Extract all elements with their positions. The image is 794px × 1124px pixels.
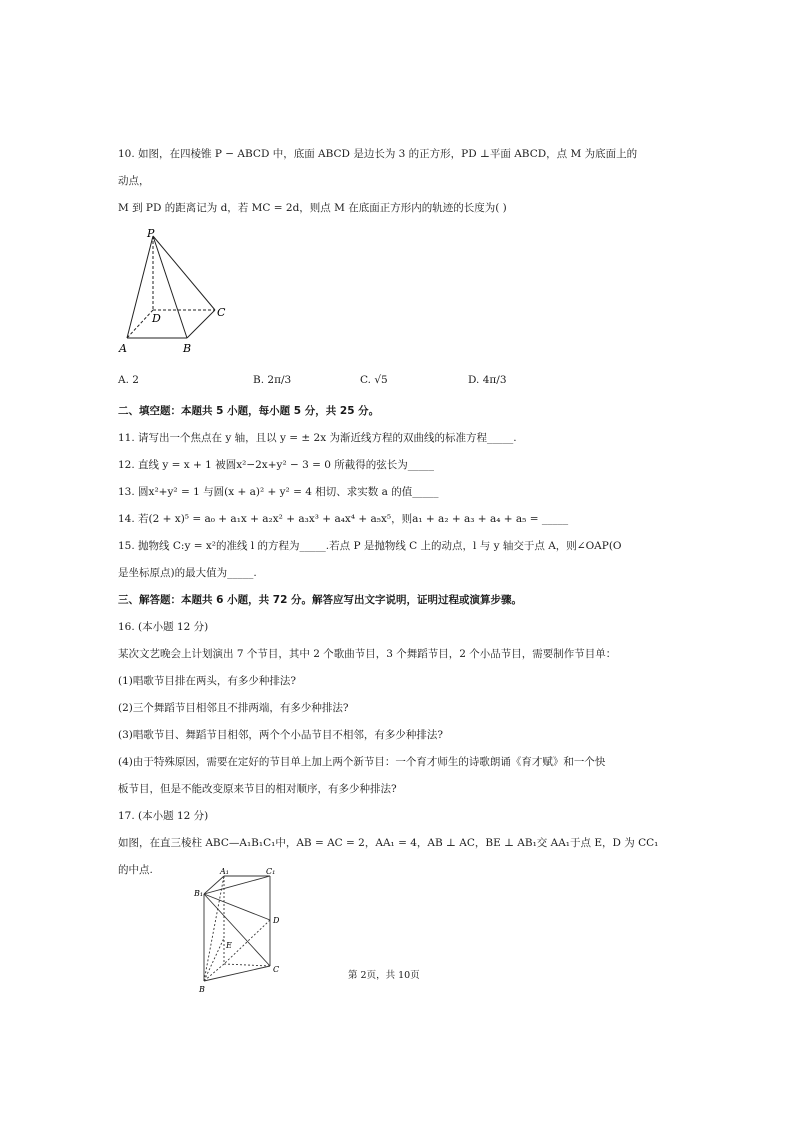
q11: 11. 请写出一个焦点在 y 轴，且以 y = ± 2x 为渐近线方程的双曲线的标准方程_____.	[118, 432, 517, 444]
option-c: C. √5	[360, 374, 388, 386]
label-E: E	[226, 941, 232, 950]
q16-stem: 某次文艺晚会上计划演出 7 个节目，其中 2 个歌曲节目，3 个舞蹈节目，2 个小品节目，需要制作节目单：	[118, 648, 617, 660]
pyramid-figure	[115, 226, 235, 356]
label-B1: B₁	[194, 889, 204, 898]
option-a: A. 2	[118, 374, 139, 386]
section2-heading: 二、填空题：本题共 5 小题，每小题 5 分，共 25 分。	[118, 405, 380, 417]
option-d: D. 4π/3	[468, 374, 507, 386]
q15-line2: 是坐标原点)的最大值为_____.	[118, 567, 257, 579]
label-A1: A₁	[220, 867, 229, 876]
label-C1: C₁	[266, 867, 276, 876]
q17-line2: 的中点.	[118, 864, 153, 876]
q16-header: 16. (本小题 12 分)	[118, 621, 209, 633]
q17-header: 17. (本小题 12 分)	[118, 810, 209, 822]
label-B: B	[183, 342, 192, 355]
section3-heading: 三、解答题：本题共 6 小题，共 72 分。解答应写出文字说明，证明过程或演算步骤。	[118, 594, 523, 606]
q10-line2: 动点，	[118, 175, 150, 187]
q10-line3: M 到 PD 的距离记为 d，若 MC = 2d，则点 M 在底面正方形内的轨迹的长度为( )	[118, 202, 507, 214]
q16-part2: (2)三个舞蹈节目相邻且不排两端，有多少种排法?	[118, 702, 349, 714]
q15-line1: 15. 抛物线 C:y = x²的准线 l 的方程为_____.若点 P 是抛物线 C 上的动点，l 与 y 轴交于点 A，则∠OAP(O	[118, 540, 622, 552]
label-D: D	[152, 312, 161, 325]
prism-figure	[190, 866, 300, 996]
option-b: B. 2π/3	[253, 374, 292, 386]
q17-line1: 如图，在直三棱柱 ABC—A₁B₁C₁中，AB = AC = 2，AA₁ = 4，AB ⊥ AC，BE ⊥ AB₁交 AA₁于点 E，D 为 CC₁	[118, 837, 659, 849]
q16-part4-line2: 板节目，但是不能改变原来节目的相对顺序，有多少种排法?	[118, 783, 397, 795]
q13: 13. 圆x²+y² = 1 与圆(x + a)² + y² = 4 相切、求实数 a 的值_____	[118, 486, 439, 498]
q10-line1: 10. 如图，在四棱锥 P − ABCD 中，底面 ABCD 是边长为 3 的正方形，PD ⊥平面 ABCD，点 M 为底面上的	[118, 148, 638, 160]
label-C2: C	[273, 965, 280, 974]
page-footer: 第 2页，共 10页	[348, 970, 420, 981]
label-C: C	[217, 306, 226, 319]
q16-part1: (1)唱歌节目排在两头，有多少种排法?	[118, 675, 297, 687]
q16-part3: (3)唱歌节目、舞蹈节目相邻，两个个小品节目不相邻，有多少种排法?	[118, 729, 444, 741]
q16-part4-line1: (4)由于特殊原因，需要在定好的节目单上加上两个新节目：一个育才师生的诗歌朗诵《育才赋》和一个快	[118, 756, 606, 768]
label-D2: D	[273, 916, 280, 925]
label-B2: B	[199, 985, 205, 994]
label-A: A	[119, 342, 127, 355]
label-P: P	[147, 227, 155, 240]
q12: 12. 直线 y = x + 1 被圆x²−2x+y² − 3 = 0 所截得的弦长为_____	[118, 459, 435, 471]
q14: 14. 若(2 + x)⁵ = a₀ + a₁x + a₂x² + a₃x³ + a₄x⁴ + a₅x⁵，则a₁ + a₂ + a₃ + a₄ + a₅ = _____	[118, 513, 569, 525]
